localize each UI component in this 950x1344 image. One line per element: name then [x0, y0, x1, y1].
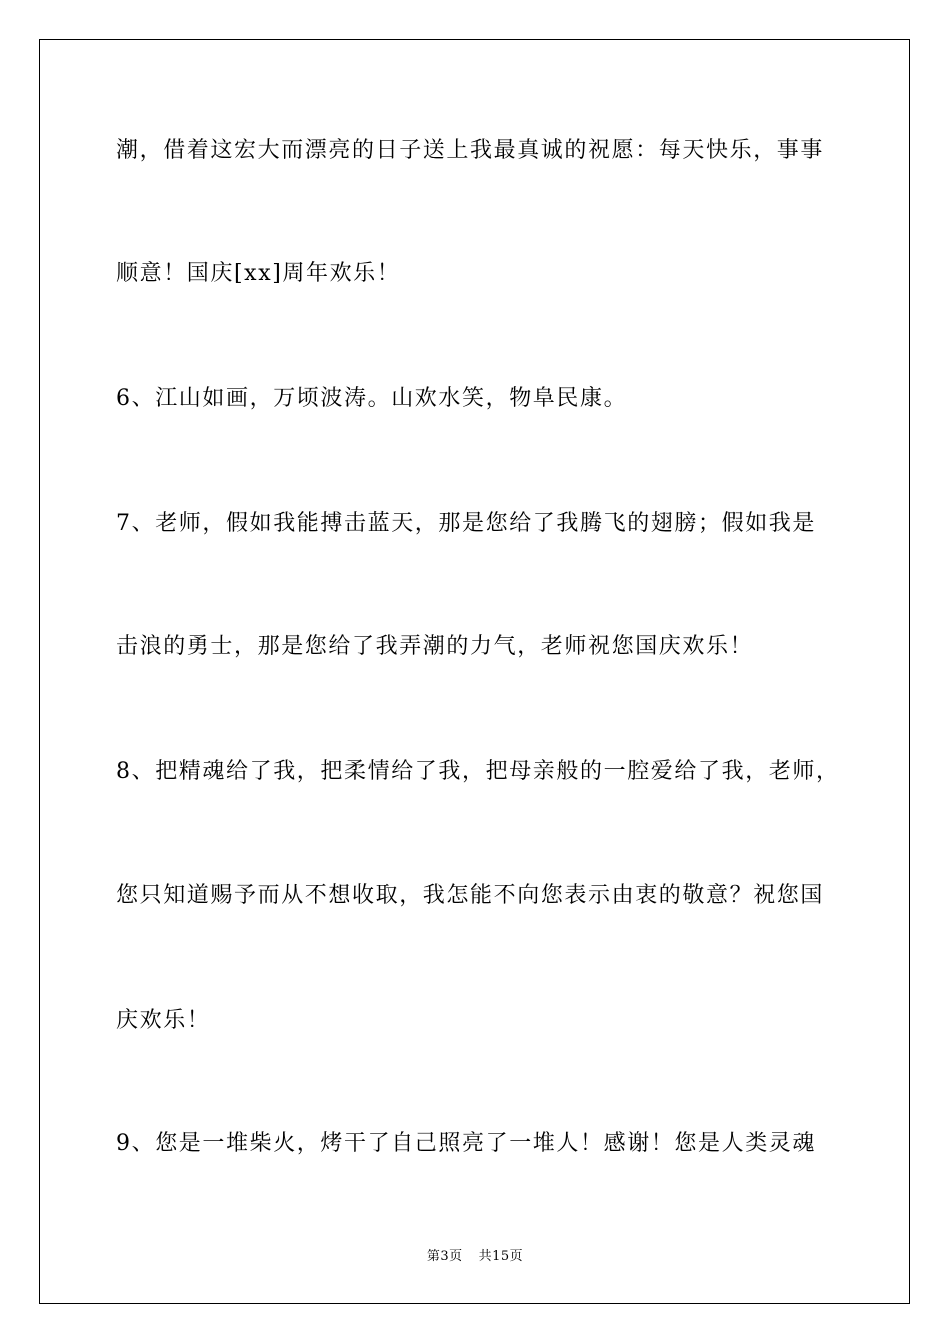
text-line: 击浪的勇士，那是您给了我弄潮的力气，老师祝您国庆欢乐！ [116, 634, 754, 659]
text-line: 6、江山如画，万顷波涛。山欢水笑，物阜民康。 [116, 386, 628, 411]
text-line: 您只知道赐予而从不想收取，我怎能不向您表示由衷的敬意？祝您国 [116, 883, 825, 908]
page-number: 第3页 [426, 1249, 463, 1264]
text-line: 9、您是一堆柴火，烤干了自己照亮了一堆人！感谢！您是人类灵魂 [116, 1131, 816, 1156]
text-line: 潮，借着这宏大而漂亮的日子送上我最真诚的祝愿：每天快乐，事事 [116, 138, 825, 163]
text-line: 7、老师，假如我能搏击蓝天，那是您给了我腾飞的翅膀；假如我是 [116, 511, 816, 536]
page-footer [0, 1248, 950, 1266]
page-total: 共15页 [478, 1249, 524, 1264]
text-line: 8、把精魂给了我，把柔情给了我，把母亲般的一腔爱给了我，老师， [116, 759, 840, 784]
page-frame [39, 39, 910, 1304]
text-line: 庆欢乐！ [116, 1008, 211, 1033]
text-line: 顺意！国庆[xx]周年欢乐！ [116, 261, 401, 286]
